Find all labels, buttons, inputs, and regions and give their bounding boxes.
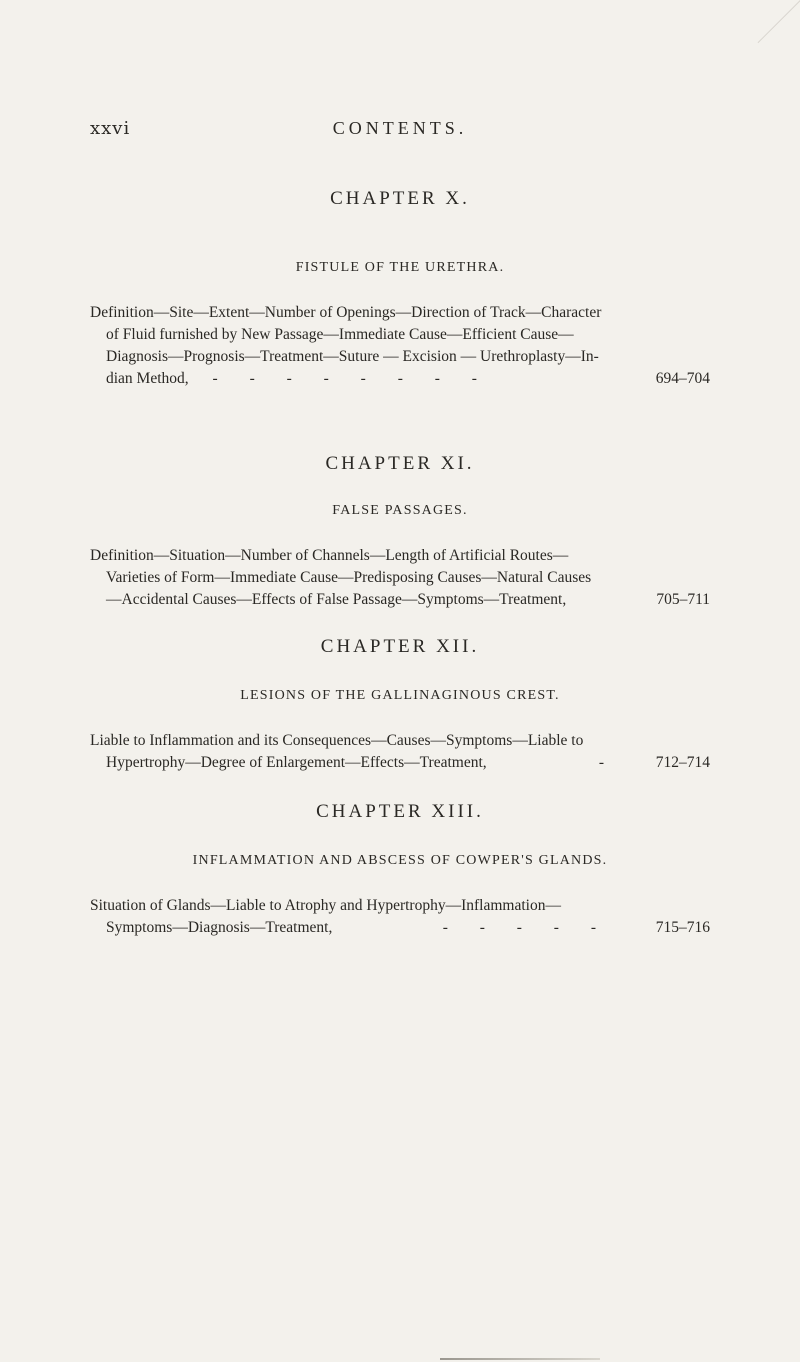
chapter-summary [90, 302, 710, 390]
summary-line: Definition—Situation—Number of Channels—Length of Artificial Routes— [90, 547, 569, 564]
chapter-title: LESIONS OF THE GALLINAGINOUS CREST. [240, 688, 560, 703]
summary-line: Definition—Site—Extent—Number of Openings—Direction of Track—Character [90, 304, 602, 321]
summary-line: Varieties of Form—Immediate Cause—Predisposing Causes—Natural Causes [106, 569, 592, 586]
chapter-number: CHAPTER X. [330, 188, 470, 209]
chapter-summary [90, 545, 710, 611]
page-range: 715–716 [655, 919, 710, 936]
chapter-xi [90, 453, 710, 611]
summary-line-last [90, 752, 710, 774]
dot-leader: - [598, 754, 618, 771]
chapter-title: FISTULE OF THE URETHRA. [295, 260, 505, 275]
summary-line: Situation of Glands—Liable to Atrophy and Hypertrophy—Inflammation— [90, 897, 561, 914]
running-head-title: CONTENTS. [332, 118, 468, 138]
summary-line-last [90, 368, 710, 390]
summary-line-last [90, 589, 710, 611]
chapter-title: INFLAMMATION AND ABSCESS OF COWPER'S GLANDS. [192, 853, 608, 868]
chapter-number: CHAPTER XIII. [316, 801, 484, 822]
chapter-xii [90, 636, 710, 774]
page-number: xxvi [90, 118, 131, 139]
summary-line: Liable to Inflammation and its Consequences—Causes—Symptoms—Liable to [90, 732, 584, 749]
chapter-title: FALSE PASSAGES. [332, 503, 468, 518]
page-range: 705–711 [656, 591, 710, 608]
chapter-number: CHAPTER XII. [320, 636, 480, 657]
chapter-summary [90, 730, 710, 774]
chapter-number: CHAPTER XI. [325, 453, 475, 474]
page-corner-crease [758, 0, 800, 86]
chapter-summary [90, 895, 710, 939]
dot-leader: - - - - - - - - [212, 370, 491, 387]
summary-line-text: Hypertrophy—Degree of Enlargement—Effects—Treatment, [106, 754, 487, 771]
summary-line-last [90, 917, 710, 939]
page-edge-shadow [440, 1358, 600, 1360]
running-head [90, 118, 710, 142]
summary-line-text: Symptoms—Diagnosis—Treatment, [106, 919, 333, 936]
page-range: 694–704 [655, 370, 710, 387]
summary-line-text: —Accidental Causes—Effects of False Passage—Symptoms—Treatment, [106, 591, 567, 608]
summary-line: Diagnosis—Prognosis—Treatment—Suture — Excision — Urethroplasty—In- [106, 348, 599, 365]
page-range: 712–714 [655, 754, 710, 771]
summary-line: of Fluid furnished by New Passage—Immediate Cause—Efficient Cause— [106, 326, 574, 343]
chapter-xiii [90, 801, 710, 939]
chapter-x [90, 188, 710, 390]
summary-line-text: dian Method, [106, 370, 189, 387]
dot-leader: - - - - - [442, 919, 610, 936]
